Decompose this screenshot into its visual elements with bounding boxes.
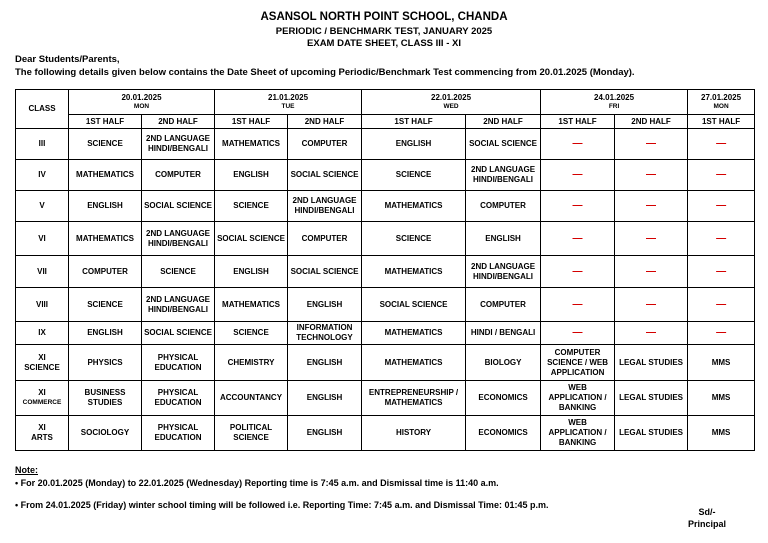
subject-cell: SCIENCE	[142, 256, 215, 288]
subject-cell: ECONOMICS	[466, 416, 541, 451]
subject-cell: ENGLISH	[288, 416, 362, 451]
subject-cell: MATHEMATICS	[362, 345, 466, 381]
subject-cell: 2ND LANGUAGE HINDI/BENGALI	[466, 160, 541, 191]
subject-cell: SOCIAL SCIENCE	[466, 129, 541, 160]
school-name: ASANSOL NORTH POINT SCHOOL, CHANDA	[260, 11, 508, 23]
greeting: Dear Students/Parents,	[15, 54, 120, 65]
subject-cell: INFORMATION TECHNOLOGY	[288, 322, 362, 345]
table-row	[16, 129, 755, 160]
class-cell: XI ARTS	[16, 416, 69, 451]
subject-cell: ENGLISH	[288, 345, 362, 381]
subject-cell: WEB APPLICATION / BANKING	[541, 416, 615, 451]
subject-cell: 2ND LANGUAGE HINDI/BENGALI	[466, 256, 541, 288]
subject-cell: COMPUTER SCIENCE / WEB APPLICATION	[541, 345, 615, 381]
subject-cell: LEGAL STUDIES	[615, 381, 688, 416]
empty-dash: —	[541, 322, 615, 345]
subject-cell: COMPUTER	[466, 288, 541, 322]
empty-dash: —	[541, 191, 615, 222]
empty-dash: —	[541, 256, 615, 288]
subject-cell: ENGLISH	[288, 288, 362, 322]
sheet-title: EXAM DATE SHEET, CLASS III - XI	[307, 38, 461, 49]
subject-cell: MATHEMATICS	[215, 129, 288, 160]
table-row	[16, 222, 755, 256]
subject-cell: SOCIOLOGY	[69, 416, 142, 451]
subject-cell: MATHEMATICS	[69, 160, 142, 191]
empty-dash: —	[615, 129, 688, 160]
half-header: 2ND HALF	[142, 115, 215, 129]
signature-role: Principal	[688, 519, 727, 529]
subject-cell: SCIENCE	[362, 222, 466, 256]
subject-cell: ENGLISH	[288, 381, 362, 416]
notes	[15, 464, 548, 511]
subject-cell: PHYSICAL EDUCATION	[142, 345, 215, 381]
subject-cell: COMPUTER	[288, 222, 362, 256]
subject-cell: PHYSICS	[69, 345, 142, 381]
empty-dash: —	[541, 129, 615, 160]
subject-cell: HINDI / BENGALI	[466, 322, 541, 345]
date-row	[16, 90, 755, 115]
subject-cell: MMS	[688, 345, 755, 381]
date-sheet-table	[15, 89, 755, 451]
subject-cell: 2ND LANGUAGE HINDI/BENGALI	[142, 222, 215, 256]
subject-cell: SOCIAL SCIENCE	[215, 222, 288, 256]
note-item: • For 20.01.2025 (Monday) to 22.01.2025 (Wednesday) Reporting time is 7:45 a.m. and Dismissal time is 11:40 a.m.	[15, 478, 499, 488]
subject-cell: MATHEMATICS	[69, 222, 142, 256]
subject-cell: SCIENCE	[69, 129, 142, 160]
subject-cell: MATHEMATICS	[362, 256, 466, 288]
table-row	[16, 416, 755, 451]
subject-cell: ENGLISH	[466, 222, 541, 256]
subject-cell: ENGLISH	[69, 322, 142, 345]
half-header: 1ST HALF	[215, 115, 288, 129]
intro	[15, 54, 635, 79]
table-row	[16, 256, 755, 288]
date-header: 22.01.2025 WED	[362, 90, 541, 115]
table-row	[16, 288, 755, 322]
table-row	[16, 345, 755, 381]
subject-cell: PHYSICAL EDUCATION	[142, 381, 215, 416]
empty-dash: —	[615, 256, 688, 288]
note-item: • From 24.01.2025 (Friday) winter school timing will be followed i.e. Reporting Time: 7:45 a.m. and Dismissal Time: 01:45 p.m.	[15, 500, 549, 510]
subject-cell: MMS	[688, 381, 755, 416]
subject-cell: SCIENCE	[69, 288, 142, 322]
signature-sd: Sd/-	[698, 507, 716, 517]
empty-dash: —	[688, 191, 755, 222]
date-header: 27.01.2025 MON	[688, 90, 755, 115]
table-row	[16, 191, 755, 222]
subject-cell: SOCIAL SCIENCE	[142, 322, 215, 345]
subject-cell: POLITICAL SCIENCE	[215, 416, 288, 451]
class-cell: III	[16, 129, 69, 160]
subject-cell: 2ND LANGUAGE HINDI/BENGALI	[288, 191, 362, 222]
subject-cell: SOCIAL SCIENCE	[362, 288, 466, 322]
class-cell: VI	[16, 222, 69, 256]
empty-dash: —	[688, 256, 755, 288]
class-header: CLASS	[16, 90, 69, 129]
subject-cell: MATHEMATICS	[362, 322, 466, 345]
empty-dash: —	[615, 288, 688, 322]
halves-row	[16, 115, 755, 129]
intro-text: The following details given below contains the Date Sheet of upcoming Periodic/Benchmark Test commencing from 20.01.2025 (Monday).	[15, 66, 635, 78]
class-cell: XI COMMERCE	[16, 381, 69, 416]
half-header: 2ND HALF	[466, 115, 541, 129]
empty-dash: —	[541, 160, 615, 191]
empty-dash: —	[688, 322, 755, 345]
empty-dash: —	[615, 322, 688, 345]
subject-cell: COMPUTER	[466, 191, 541, 222]
subject-cell: SCIENCE	[215, 191, 288, 222]
subject-cell: ENGLISH	[362, 129, 466, 160]
table-row	[16, 160, 755, 191]
subject-cell: COMPUTER	[142, 160, 215, 191]
subject-cell: ENGLISH	[215, 256, 288, 288]
class-cell: V	[16, 191, 69, 222]
empty-dash: —	[688, 288, 755, 322]
half-header: 1ST HALF	[362, 115, 466, 129]
class-cell: VIII	[16, 288, 69, 322]
subject-cell: MATHEMATICS	[215, 288, 288, 322]
subject-cell: COMPUTER	[69, 256, 142, 288]
subject-cell: MATHEMATICS	[362, 191, 466, 222]
empty-dash: —	[615, 160, 688, 191]
half-header: 1ST HALF	[541, 115, 615, 129]
class-cell: IV	[16, 160, 69, 191]
subject-cell: BIOLOGY	[466, 345, 541, 381]
note-title: Note:	[15, 465, 38, 475]
table-row	[16, 381, 755, 416]
class-cell: VII	[16, 256, 69, 288]
empty-dash: —	[541, 222, 615, 256]
empty-dash: —	[688, 129, 755, 160]
subject-cell: LEGAL STUDIES	[615, 416, 688, 451]
date-header: 24.01.2025 FRI	[541, 90, 688, 115]
class-cell: IX	[16, 322, 69, 345]
empty-dash: —	[615, 222, 688, 256]
subject-cell: COMPUTER	[288, 129, 362, 160]
half-header: 2ND HALF	[288, 115, 362, 129]
subject-cell: ACCOUNTANCY	[215, 381, 288, 416]
subject-cell: CHEMISTRY	[215, 345, 288, 381]
subject-cell: WEB APPLICATION / BANKING	[541, 381, 615, 416]
half-header: 2ND HALF	[615, 115, 688, 129]
subject-cell: SOCIAL SCIENCE	[288, 160, 362, 191]
date-header: 20.01.2025 MON	[69, 90, 215, 115]
empty-dash: —	[541, 288, 615, 322]
subject-cell: SCIENCE	[215, 322, 288, 345]
subject-cell: ENGLISH	[69, 191, 142, 222]
subject-cell: ENGLISH	[215, 160, 288, 191]
table-body	[16, 129, 755, 451]
subject-cell: ECONOMICS	[466, 381, 541, 416]
table-row	[16, 322, 755, 345]
signature	[688, 506, 726, 530]
subject-cell: BUSINESS STUDIES	[69, 381, 142, 416]
subject-cell: MMS	[688, 416, 755, 451]
date-header: 21.01.2025 TUE	[215, 90, 362, 115]
subject-cell: 2ND LANGUAGE HINDI/BENGALI	[142, 288, 215, 322]
subject-cell: ENTREPRENEURSHIP / MATHEMATICS	[362, 381, 466, 416]
subject-cell: 2ND LANGUAGE HINDI/BENGALI	[142, 129, 215, 160]
subject-cell: LEGAL STUDIES	[615, 345, 688, 381]
half-header: 1ST HALF	[688, 115, 755, 129]
class-cell: XI SCIENCE	[16, 345, 69, 381]
half-header: 1ST HALF	[69, 115, 142, 129]
empty-dash: —	[615, 191, 688, 222]
empty-dash: —	[688, 222, 755, 256]
subject-cell: SOCIAL SCIENCE	[142, 191, 215, 222]
empty-dash: —	[688, 160, 755, 191]
subject-cell: SOCIAL SCIENCE	[288, 256, 362, 288]
test-title: PERIODIC / BENCHMARK TEST, JANUARY 2025	[275, 26, 493, 37]
subject-cell: HISTORY	[362, 416, 466, 451]
subject-cell: SCIENCE	[362, 160, 466, 191]
subject-cell: PHYSICAL EDUCATION	[142, 416, 215, 451]
